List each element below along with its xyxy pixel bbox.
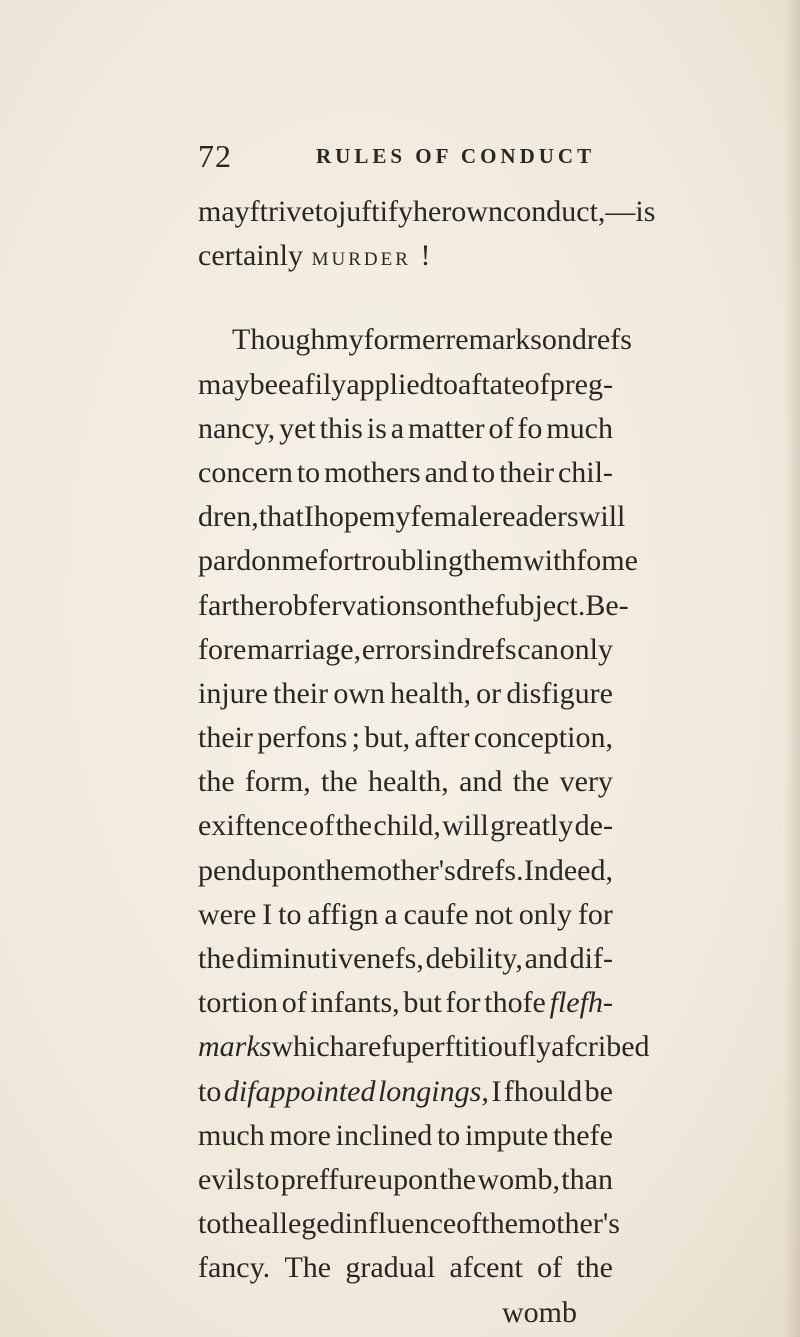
word: drefs [456, 632, 517, 666]
word: mothers [324, 455, 421, 489]
text-line [198, 451, 613, 495]
word: chil- [557, 455, 613, 489]
word: eafily [278, 367, 347, 401]
word: remarks [445, 323, 542, 357]
word: and [424, 455, 468, 489]
word: farther [198, 588, 278, 622]
word: to [198, 1074, 222, 1108]
page-number: 72 [198, 138, 232, 174]
word: health, [390, 676, 471, 710]
word: but, [364, 721, 411, 755]
word: their [499, 455, 555, 489]
word: affign [307, 897, 379, 931]
word: can [517, 632, 559, 666]
word: female [410, 500, 493, 534]
word: matter [408, 411, 485, 445]
word: ! [420, 239, 431, 273]
word: the [316, 853, 354, 887]
word: her [412, 195, 452, 228]
text-line [198, 937, 613, 981]
word: to [436, 1118, 461, 1152]
word: conception, [473, 721, 613, 755]
word: greatly [490, 809, 574, 843]
text-line [198, 234, 613, 278]
word: their [273, 676, 329, 710]
word: The [284, 1251, 332, 1285]
word: evils [198, 1162, 255, 1196]
word: womb, [477, 1162, 560, 1196]
word: certainly [198, 239, 303, 273]
text-line [198, 1202, 620, 1246]
word: to [314, 195, 338, 228]
word: fubject. [494, 588, 586, 622]
text-line [198, 318, 632, 362]
word: very [559, 765, 613, 799]
word: that [258, 500, 304, 534]
word: of [537, 1251, 563, 1285]
word-italic: longings, [377, 1074, 489, 1108]
word: to [296, 455, 321, 489]
word: fo [517, 411, 543, 445]
word-italic: flefh- [549, 986, 613, 1020]
text-line [198, 1114, 613, 1158]
catchword-line [198, 1291, 613, 1335]
word: pend [198, 853, 257, 887]
word: fancy. [198, 1251, 271, 1285]
word: child, [373, 809, 441, 843]
word: and [524, 942, 568, 975]
text-line [198, 539, 638, 583]
word: the [198, 765, 235, 799]
running-head: RULES OF CONDUCT [316, 144, 596, 168]
word: fore [198, 632, 247, 666]
word: thofe [484, 986, 546, 1020]
word: obfervations [277, 588, 428, 622]
word: may [198, 195, 250, 228]
word: their [198, 721, 253, 755]
word: the [321, 765, 358, 799]
word: to [256, 1162, 280, 1196]
word: applied [346, 367, 435, 401]
word: concern [198, 455, 293, 489]
word: the [512, 765, 550, 799]
word: exiftence [198, 809, 308, 843]
word: debility, [425, 942, 523, 975]
text-line [198, 1158, 613, 1202]
word: of [309, 809, 335, 843]
word: drefs. [456, 853, 524, 887]
word: not [474, 897, 513, 931]
word: own [333, 676, 385, 710]
text-line [198, 849, 613, 893]
word: preg- [549, 367, 613, 401]
word: this [319, 411, 363, 445]
word: the [335, 809, 373, 843]
word: will [578, 500, 626, 534]
text-line [198, 407, 613, 451]
body-text [198, 190, 656, 1335]
word: is [366, 411, 387, 445]
word: drefs [571, 323, 632, 357]
text-line [198, 1025, 650, 1069]
word: of [281, 986, 307, 1020]
word: dren, [198, 500, 259, 534]
word: alleged [258, 1207, 345, 1241]
word: ftate [471, 367, 525, 401]
word: ftrive [249, 195, 315, 228]
word: the [198, 942, 235, 975]
word: form, [244, 765, 311, 799]
word: caufe [403, 897, 469, 931]
page-edge-shadow [784, 0, 800, 1337]
word: my [325, 323, 364, 357]
paragraph-gap [198, 278, 613, 318]
word: de- [574, 809, 613, 843]
word: influence [344, 1207, 457, 1241]
word: dif- [569, 942, 613, 975]
text-line [198, 584, 629, 628]
catchword: womb [502, 1295, 577, 1329]
word: Though [232, 323, 326, 357]
word: to [278, 897, 302, 931]
word: will [442, 809, 489, 843]
word: a [390, 411, 405, 445]
word: troubling [352, 544, 463, 578]
word: and [459, 765, 503, 799]
word: more [269, 1118, 331, 1152]
word: fhould [503, 1074, 583, 1108]
word: former [363, 323, 446, 357]
word: inclined [335, 1118, 433, 1152]
page-header [198, 138, 608, 178]
text-line [198, 363, 613, 407]
word: than [561, 1162, 613, 1196]
word: marriage, [247, 632, 362, 666]
word: were [198, 897, 257, 931]
word: much [198, 1118, 265, 1152]
word: are [344, 1030, 382, 1064]
text-line [198, 1070, 613, 1114]
text-line [198, 190, 656, 234]
word: of [488, 411, 514, 445]
word: I [303, 500, 314, 534]
word: of [456, 1207, 482, 1241]
word: I [491, 1074, 502, 1108]
word: a [458, 367, 472, 401]
word: the [457, 588, 495, 622]
word: impute [464, 1118, 549, 1152]
word: the [576, 1251, 613, 1285]
word: my [372, 500, 411, 534]
word: only [559, 632, 613, 666]
word: pardon [198, 544, 282, 578]
text-line [198, 981, 613, 1025]
text-line [198, 760, 613, 804]
word: which [271, 1030, 345, 1064]
word: disfigure [506, 676, 613, 710]
word: own [451, 195, 503, 228]
word: much [546, 411, 613, 445]
word: readers [492, 500, 579, 534]
text-line [198, 804, 613, 848]
text-line [198, 628, 613, 672]
word: only [518, 897, 573, 931]
word: for [445, 986, 481, 1020]
word: to [471, 455, 496, 489]
word: or [476, 676, 502, 710]
word: fuperftitioufly [381, 1030, 552, 1064]
word: juftify [337, 195, 413, 228]
word: but [403, 986, 442, 1020]
word: infants, [310, 986, 400, 1020]
word: afcribed [551, 1030, 650, 1064]
word: hope [313, 500, 373, 534]
word: upon [256, 853, 317, 887]
text-line [198, 893, 613, 937]
word: the [439, 1162, 477, 1196]
word: be [584, 1074, 613, 1108]
word: with [522, 544, 577, 578]
word: in [432, 632, 456, 666]
word: the [221, 1207, 258, 1241]
word: to [198, 1207, 222, 1241]
word: of [524, 367, 550, 401]
word: fome [576, 544, 638, 578]
word: yet [279, 411, 316, 445]
text-line [198, 495, 626, 539]
word: injure [198, 676, 268, 710]
word: them [462, 544, 523, 578]
text-line [198, 716, 613, 760]
word: to [434, 367, 458, 401]
word: preffure [280, 1162, 377, 1196]
word: perfons [257, 721, 348, 755]
word: afcent [449, 1251, 523, 1285]
word: the [481, 1207, 518, 1241]
word: mother's [353, 853, 456, 887]
word: I [262, 897, 273, 931]
word: nancy, [198, 411, 276, 445]
word: ; [351, 721, 360, 755]
text-line [198, 1246, 613, 1290]
word: on [541, 323, 572, 357]
word: Indeed, [523, 853, 613, 887]
word: for [317, 544, 353, 578]
word-italic: marks [198, 1030, 272, 1064]
word: thefe [552, 1118, 613, 1152]
word: be [249, 367, 278, 401]
word: after [414, 721, 470, 755]
word: health, [367, 765, 449, 799]
word: conduct,—is [502, 195, 656, 228]
word-small-caps: murder [311, 241, 411, 272]
word: Be- [585, 588, 629, 622]
word: errors [361, 632, 432, 666]
word: a [384, 897, 398, 931]
word: diminutivenefs, [236, 942, 424, 975]
word: tortion [198, 986, 278, 1020]
text-line [198, 672, 613, 716]
word: for [577, 897, 613, 931]
word: mother's [517, 1207, 620, 1241]
word: me [281, 544, 318, 578]
word: upon [378, 1162, 439, 1196]
word: gradual [345, 1251, 436, 1285]
word: on [427, 588, 458, 622]
word: may [198, 367, 250, 401]
word-italic: difappointed [223, 1074, 376, 1108]
